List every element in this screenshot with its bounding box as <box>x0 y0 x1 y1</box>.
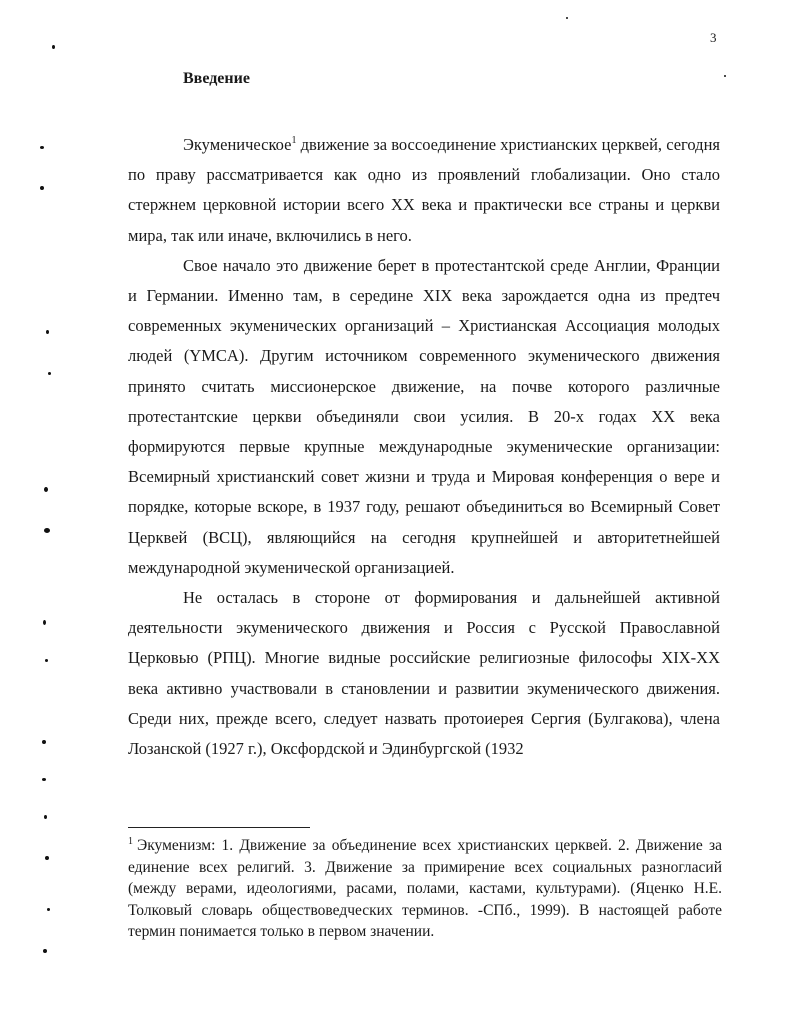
scan-speck <box>43 949 47 953</box>
paragraph-1 <box>128 130 720 251</box>
footnote-reference: 1 <box>291 135 297 146</box>
scan-speck <box>43 620 46 625</box>
section-heading: Введение <box>183 70 250 87</box>
footnote-text: Экуменизм: 1. Движение за объединение всех христианских церквей. 2. Движение за единение всех религий. 3. Движение за примирение всех социальных разногласий (между верами, идеологиями, расами, полами, кастами, культурами). (Яценко Н.Е. Толковый словарь обществоведческих терминов. -СПб., 1999). В настоящей работе термин понимается только в первом значении. <box>128 837 722 940</box>
scan-speck <box>42 740 46 744</box>
body-text <box>128 130 720 764</box>
scan-speck <box>45 659 48 662</box>
scan-speck <box>40 186 44 190</box>
scan-speck <box>47 908 50 911</box>
scan-speck <box>44 528 50 533</box>
scan-speck <box>48 372 51 375</box>
scan-speck <box>46 330 49 334</box>
page-number: 3 <box>710 30 717 45</box>
paragraph-3: Не осталась в стороне от формирования и дальнейшей активной деятельности экуменического движения и Россия с Русской Православной Церковью (РПЦ). Многие видные российские религиозные философы XIX-XX века активно участвовали в становлении и развитии экуменического движения. Среди них, прежде всего, следует назвать протоиерея Сергия (Булгакова), члена Лозанской (1927 г.), Оксфордской и Эдинбургской (1932 <box>128 588 720 759</box>
scan-speck <box>40 146 44 149</box>
footnote-number: 1 <box>128 836 133 847</box>
paragraph-1-lead: Экуменическое <box>183 135 292 154</box>
scan-speck <box>44 487 48 492</box>
paragraph-2: Свое начало это движение берет в протестантской среде Англии, Франции и Германии. Именно там, в середине XIX века зарождается одна из предтеч современных экуменических организаций – Христианская Ассоциация молодых людей (YMCA). Другим источником современного экуменического движения принято считать миссионерское движение, на почве которого различные протестантские церкви объединяли свои усилия. В 20-х годах XX века формируются первые крупные международные экуменические организации: Всемирный христианский совет жизни и труда и Мировая конференция о вере и порядке, которые вскоре, в 1937 году, решают объединиться во Всемирный Совет Церквей (ВСЦ), являющийся на сегодня крупнейшей и авторитетнейшей международной экуменической организацией. <box>128 255 720 577</box>
paragraph-1-text: движение за воссоединение христианских церквей, сегодня по праву рассматривается как одно из проявлений глобализации. Оно стало стержнем церковной истории всего XX века и практически все страны и церкви мира, так или иначе, включились в него. <box>128 135 720 245</box>
scan-speck <box>724 75 726 77</box>
scan-speck <box>45 856 49 860</box>
footnote-divider <box>128 827 310 828</box>
scan-speck <box>42 778 46 781</box>
footnote <box>128 835 722 943</box>
scan-speck <box>566 17 568 19</box>
scan-speck <box>52 45 55 49</box>
scan-speck <box>44 815 47 819</box>
